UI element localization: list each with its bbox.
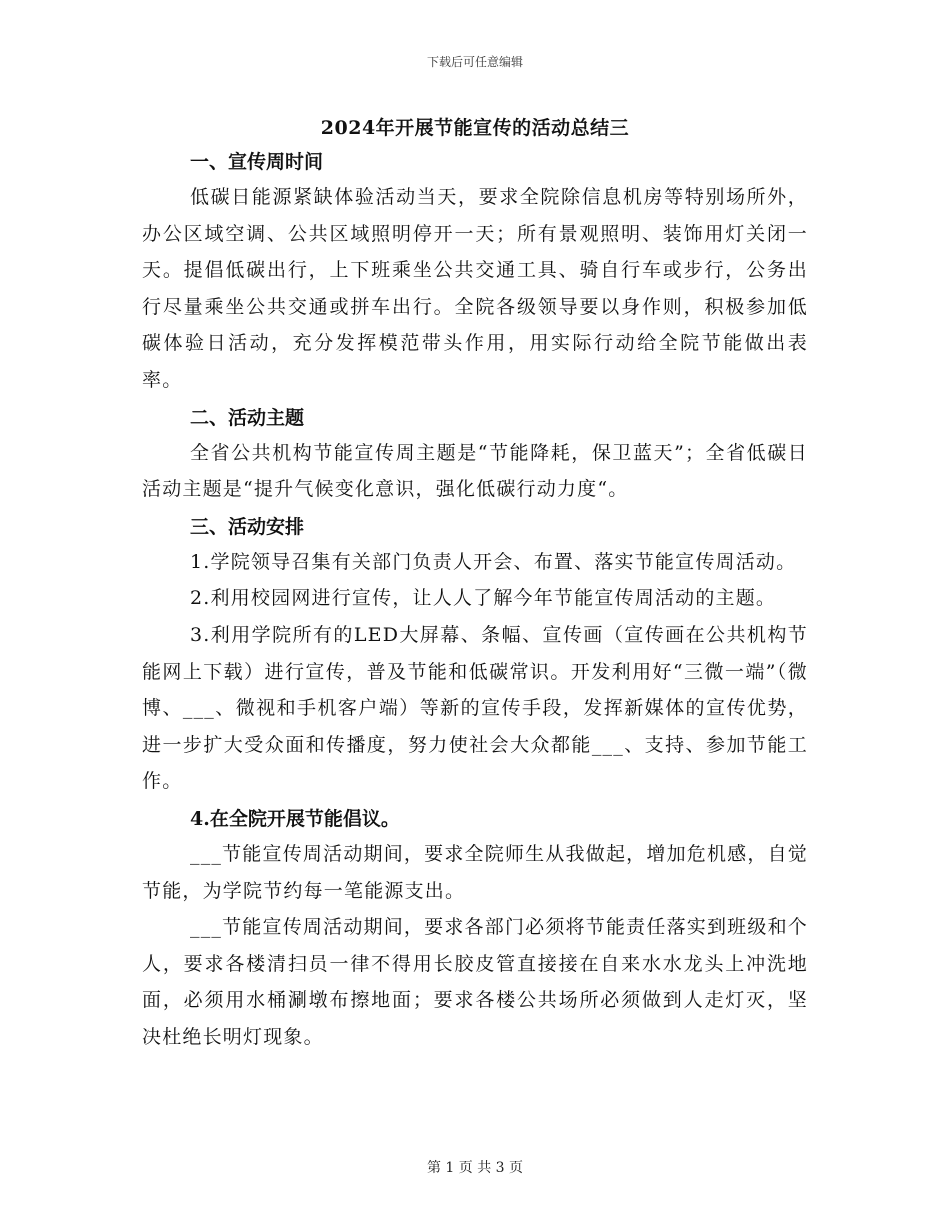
section-heading-time: 一、宣传周时间 [190,151,324,173]
header-note: 下载后可任意编辑 [426,55,523,69]
section-heading-arrangement: 三、活动安排 [190,515,305,538]
paragraph: ___节能宣传周活动期间，要求全院师生从我做起，增加危机感，自觉节能，为学院节约每一笔能源支出。 [142,842,808,902]
document-title: 2024年开展节能宣传的活动总结三 [320,117,630,139]
paragraph: 3.利用学院所有的LED大屏幕、条幅、宣传画（宣传画在公共机构节能网上下载）进行宣传，普及节能和低碳常识。开发利用好“三微一端”（微博、___、微视和手机客户端）等新的宣传手段，发挥新媒体的宣传优势，进一步扩大受众面和传播度，努力使社会大众都能___、支持、参加节能工作。 [142,623,808,793]
document-body [142,113,808,1055]
section-heading-theme: 二、活动主题 [190,406,305,429]
paragraph: 1.学院领导召集有关部门负责人开会、布置、落实节能宣传周活动。 [190,550,797,573]
paragraph: ___节能宣传周活动期间，要求各部门必须将节能责任落实到班级和个人，要求各楼清扫员一律不得用长胶皮管直接接在自来水水龙头上冲洗地面，必须用水桶涮墩布擦地面；要求各楼公共场所必须做到人走灯灭，坚决杜绝长明灯现象。 [142,916,808,1048]
paragraph: 2.利用校园网进行宣传，让人人了解今年节能宣传周活动的主题。 [190,587,777,610]
section-heading-initiative: 4.在全院开展节能倡议。 [190,807,400,830]
paragraph: 低碳日能源紧缺体验活动当天，要求全院除信息机房等特别场所外，办公区域空调、公共区域照明停开一天；所有景观照明、装饰用灯关闭一天。提倡低碳出行，上下班乘坐公共交通工具、骑自行车或步行，公务出行尽量乘坐公共交通或拼车出行。全院各级领导要以身作则，积极参加低碳体验日活动，充分发挥模范带头作用，用实际行动给全院节能做出表率。 [142,186,808,391]
paragraph: 全省公共机构节能宣传周主题是“节能降耗，保卫蓝天”；全省低碳日活动主题是“提升气候变化意识，强化低碳行动力度“。 [142,441,808,501]
page-number: 第 1 页 共 3 页 [426,1160,524,1176]
